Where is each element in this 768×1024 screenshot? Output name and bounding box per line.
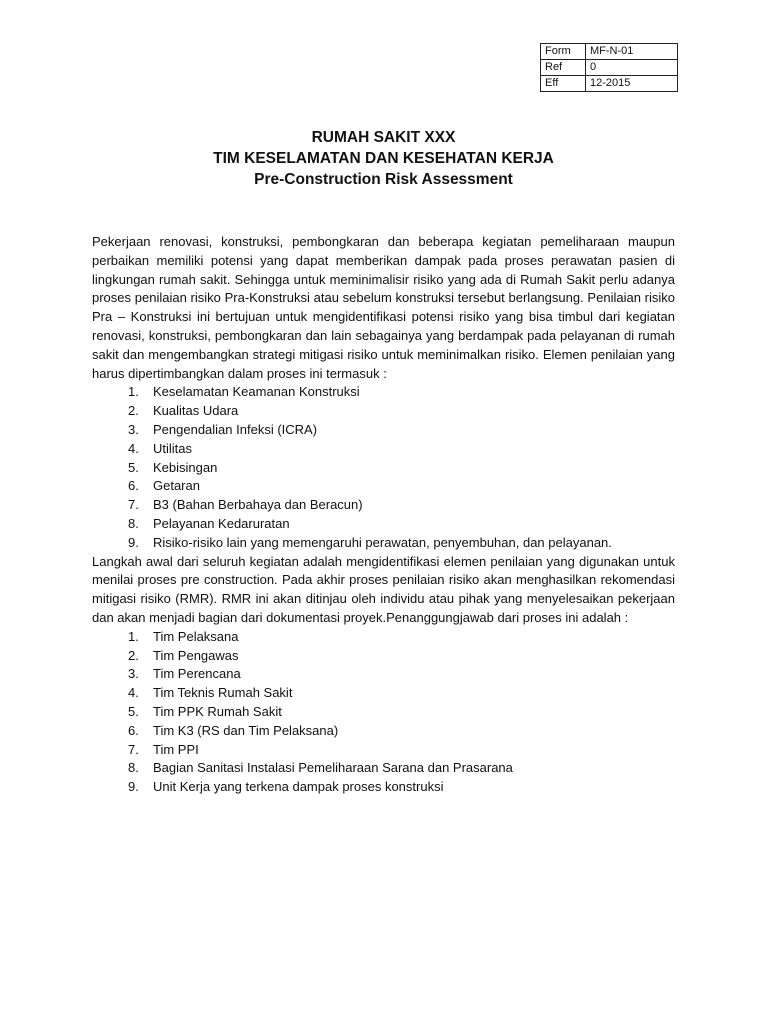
item-number: 5.: [128, 703, 139, 719]
item-text: Tim Perencana: [153, 666, 241, 682]
list-item: [92, 741, 675, 760]
team-name: TIM KESELAMATAN DAN KESEHATAN KERJA: [213, 150, 554, 167]
form-info-table: [540, 43, 678, 92]
form-label: Form: [541, 44, 586, 60]
form-row: [541, 44, 678, 60]
list-item: [92, 647, 675, 666]
list-item: [92, 534, 675, 553]
item-number: 4.: [128, 685, 139, 701]
item-text: Getaran: [153, 478, 200, 494]
list-item: [92, 778, 675, 797]
list-item: [92, 477, 675, 496]
list-item: [92, 402, 675, 421]
responsible-parties-list: [92, 628, 675, 797]
list-item: [92, 684, 675, 703]
item-text: Tim PPI: [153, 741, 199, 757]
item-number: 7.: [128, 741, 139, 757]
item-text: B3 (Bahan Berbahaya dan Beracun): [153, 497, 363, 513]
eff-label: Eff: [541, 76, 586, 92]
eff-row: [541, 76, 678, 92]
list-item: [92, 703, 675, 722]
item-text: Tim Pengawas: [153, 647, 239, 663]
list-item: [92, 722, 675, 741]
item-text: Risiko-risiko lain yang memengaruhi perawatan, penyembuhan, dan pelayanan.: [153, 534, 612, 550]
list-item: [92, 628, 675, 647]
item-number: 7.: [128, 497, 139, 513]
item-text: Utilitas: [153, 440, 193, 456]
eff-value: 12-2015: [586, 76, 678, 92]
item-number: 8.: [128, 515, 139, 531]
list-item: [92, 759, 675, 778]
item-number: 4.: [128, 440, 139, 456]
assessment-title: Pre-Construction Risk Assessment: [254, 171, 513, 188]
list-item: [92, 459, 675, 478]
document-body: [92, 233, 675, 797]
form-value: MF-N-01: [586, 44, 678, 60]
document-title: [92, 127, 675, 190]
item-number: 2.: [128, 647, 139, 663]
ref-label: Ref: [541, 60, 586, 76]
item-number: 1.: [128, 628, 139, 644]
item-number: 8.: [128, 760, 139, 776]
intro-paragraph: Pekerjaan renovasi, konstruksi, pembongkaran dan beberapa kegiatan pemeliharaan maupun perbaikan memiliki potensi yang dapat memberikan dampak pada proses perawatan pasien di lingkungan rumah sakit. Sehingga untuk meminimalisir risiko yang ada di Rumah Sakit perlu adanya proses penilaian risiko Pra-Konstruksi atau sebelum konstruksi tersebut berlangsung. Penilaian risiko Pra – Konstruksi ini bertujuan untuk mengidentifikasi potensi risiko yang bisa timbul dari kegiatan renovasi, konstruksi, pembongkaran dan lain sebagainya yang berdampak pada pelayanan di rumah sakit dan mengembangkan strategi mitigasi risiko untuk meminimalkan risiko. Elemen penilaian yang harus dipertimbangkan dalam proses ini termasuk :: [92, 234, 675, 381]
list-item: [92, 515, 675, 534]
list-item: [92, 496, 675, 515]
item-text: Kualitas Udara: [153, 403, 239, 419]
list-item: [92, 665, 675, 684]
item-text: Unit Kerja yang terkena dampak proses konstruksi: [153, 779, 444, 795]
ref-value: 0: [586, 60, 678, 76]
item-number: 6.: [128, 478, 139, 494]
item-text: Tim PPK Rumah Sakit: [153, 703, 282, 719]
item-text: Tim Pelaksana: [153, 628, 239, 644]
item-text: Keselamatan Keamanan Konstruksi: [153, 384, 360, 400]
item-text: Pelayanan Kedaruratan: [153, 515, 290, 531]
ref-row: [541, 60, 678, 76]
item-text: Tim Teknis Rumah Sakit: [153, 685, 293, 701]
list-item: [92, 383, 675, 402]
item-text: Bagian Sanitasi Instalasi Pemeliharaan Sarana dan Prasarana: [153, 760, 513, 776]
item-text: Pengendalian Infeksi (ICRA): [153, 421, 318, 437]
item-number: 3.: [128, 421, 139, 437]
item-text: Kebisingan: [153, 459, 218, 475]
item-number: 9.: [128, 779, 139, 795]
item-number: 6.: [128, 722, 139, 738]
item-number: 3.: [128, 666, 139, 682]
item-number: 5.: [128, 459, 139, 475]
assessment-elements-list: [92, 383, 675, 552]
list-item: [92, 421, 675, 440]
responsibility-paragraph: Langkah awal dari seluruh kegiatan adalah mengidentifikasi elemen penilaian yang digunakan untuk menilai proses pre construction. Pada akhir proses penilaian risiko akan menghasilkan rekomendasi mitigasi risiko (RMR). RMR ini akan ditinjau oleh individu atau pihak yang menyelesaikan pekerjaan dan akan menjadi bagian dari dokumentasi proyek.Penanggungjawab dari proses ini adalah :: [92, 553, 675, 625]
item-number: 1.: [128, 384, 139, 400]
list-item: [92, 440, 675, 459]
item-number: 9.: [128, 534, 139, 550]
hospital-name: RUMAH SAKIT XXX: [311, 129, 456, 146]
item-number: 2.: [128, 403, 139, 419]
item-text: Tim K3 (RS dan Tim Pelaksana): [153, 722, 339, 738]
